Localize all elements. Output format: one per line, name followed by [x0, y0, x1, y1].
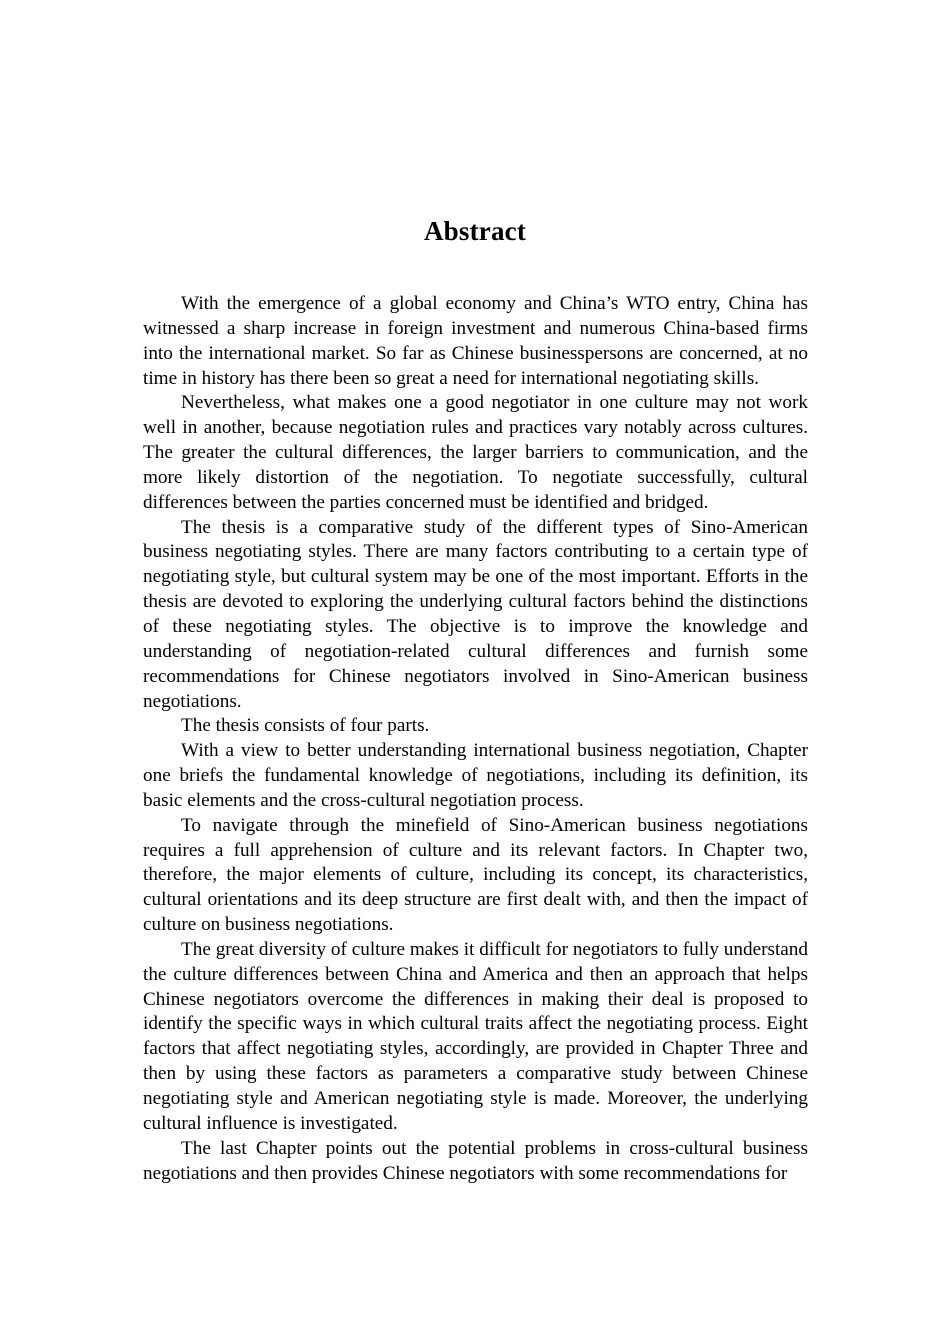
abstract-body [143, 292, 808, 1186]
paragraph: The last Chapter points out the potential problems in cross-cultural business negotiations and then provides Chinese negotiators with some recommendations for [143, 1137, 808, 1184]
page-title: Abstract [423, 216, 527, 247]
paragraph: With a view to better understanding international business negotiation, Chapter one briefs the fundamental knowledge of negotiations, including its definition, its basic elements and the cross-cultural negotiation process. [143, 740, 808, 811]
paragraph: To navigate through the minefield of Sino-American business negotiations requires a full apprehension of culture and its relevant factors. In Chapter two, therefore, the major elements of culture, including its concept, its characteristics, cultural orientations and its deep structure are first dealt with, and then the impact of culture on business negotiations. [143, 814, 808, 936]
paragraph: Nevertheless, what makes one a good negotiator in one culture may not work well in another, because negotiation rules and practices vary notably across cultures. The greater the cultural differences, the larger barriers to communication, and the more likely distortion of the negotiation. To negotiate successfully, cultural differences between the parties concerned must be identified and bridged. [143, 392, 808, 513]
paragraph: The thesis consists of four parts. [181, 715, 430, 737]
paragraph: The great diversity of culture makes it difficult for negotiators to fully understand the culture differences between China and America and then an approach that helps Chinese negotiators overcome the differences in making their deal is proposed to identify the specific ways in which cultural traits affect the negotiating process. Eight factors that affect negotiating styles, accordingly, are provided in Chapter Three and then by using these factors as parameters a comparative study between Chinese negotiating style and American negotiating style is made. Moreover, the underlying cultural influence is investigated. [143, 938, 808, 1134]
paragraph: With the emergence of a global economy and China’s WTO entry, China has witnessed a sharp increase in foreign investment and numerous China-based firms into the international market. So far as Chinese businesspersons are concerned, at no time in history has there been so great a need for international negotiating skills. [143, 293, 808, 389]
paragraph: The thesis is a comparative study of the different types of Sino-American business negotiating styles. There are many factors contributing to a certain type of negotiating style, but cultural system may be one of the most important. Efforts in the thesis are devoted to exploring the underlying cultural factors behind the distinctions of these negotiating styles. The objective is to improve the knowledge and understanding of negotiation-related cultural differences and furnish some recommendations for Chinese negotiators involved in Sino-American business negotiations. [143, 516, 808, 712]
